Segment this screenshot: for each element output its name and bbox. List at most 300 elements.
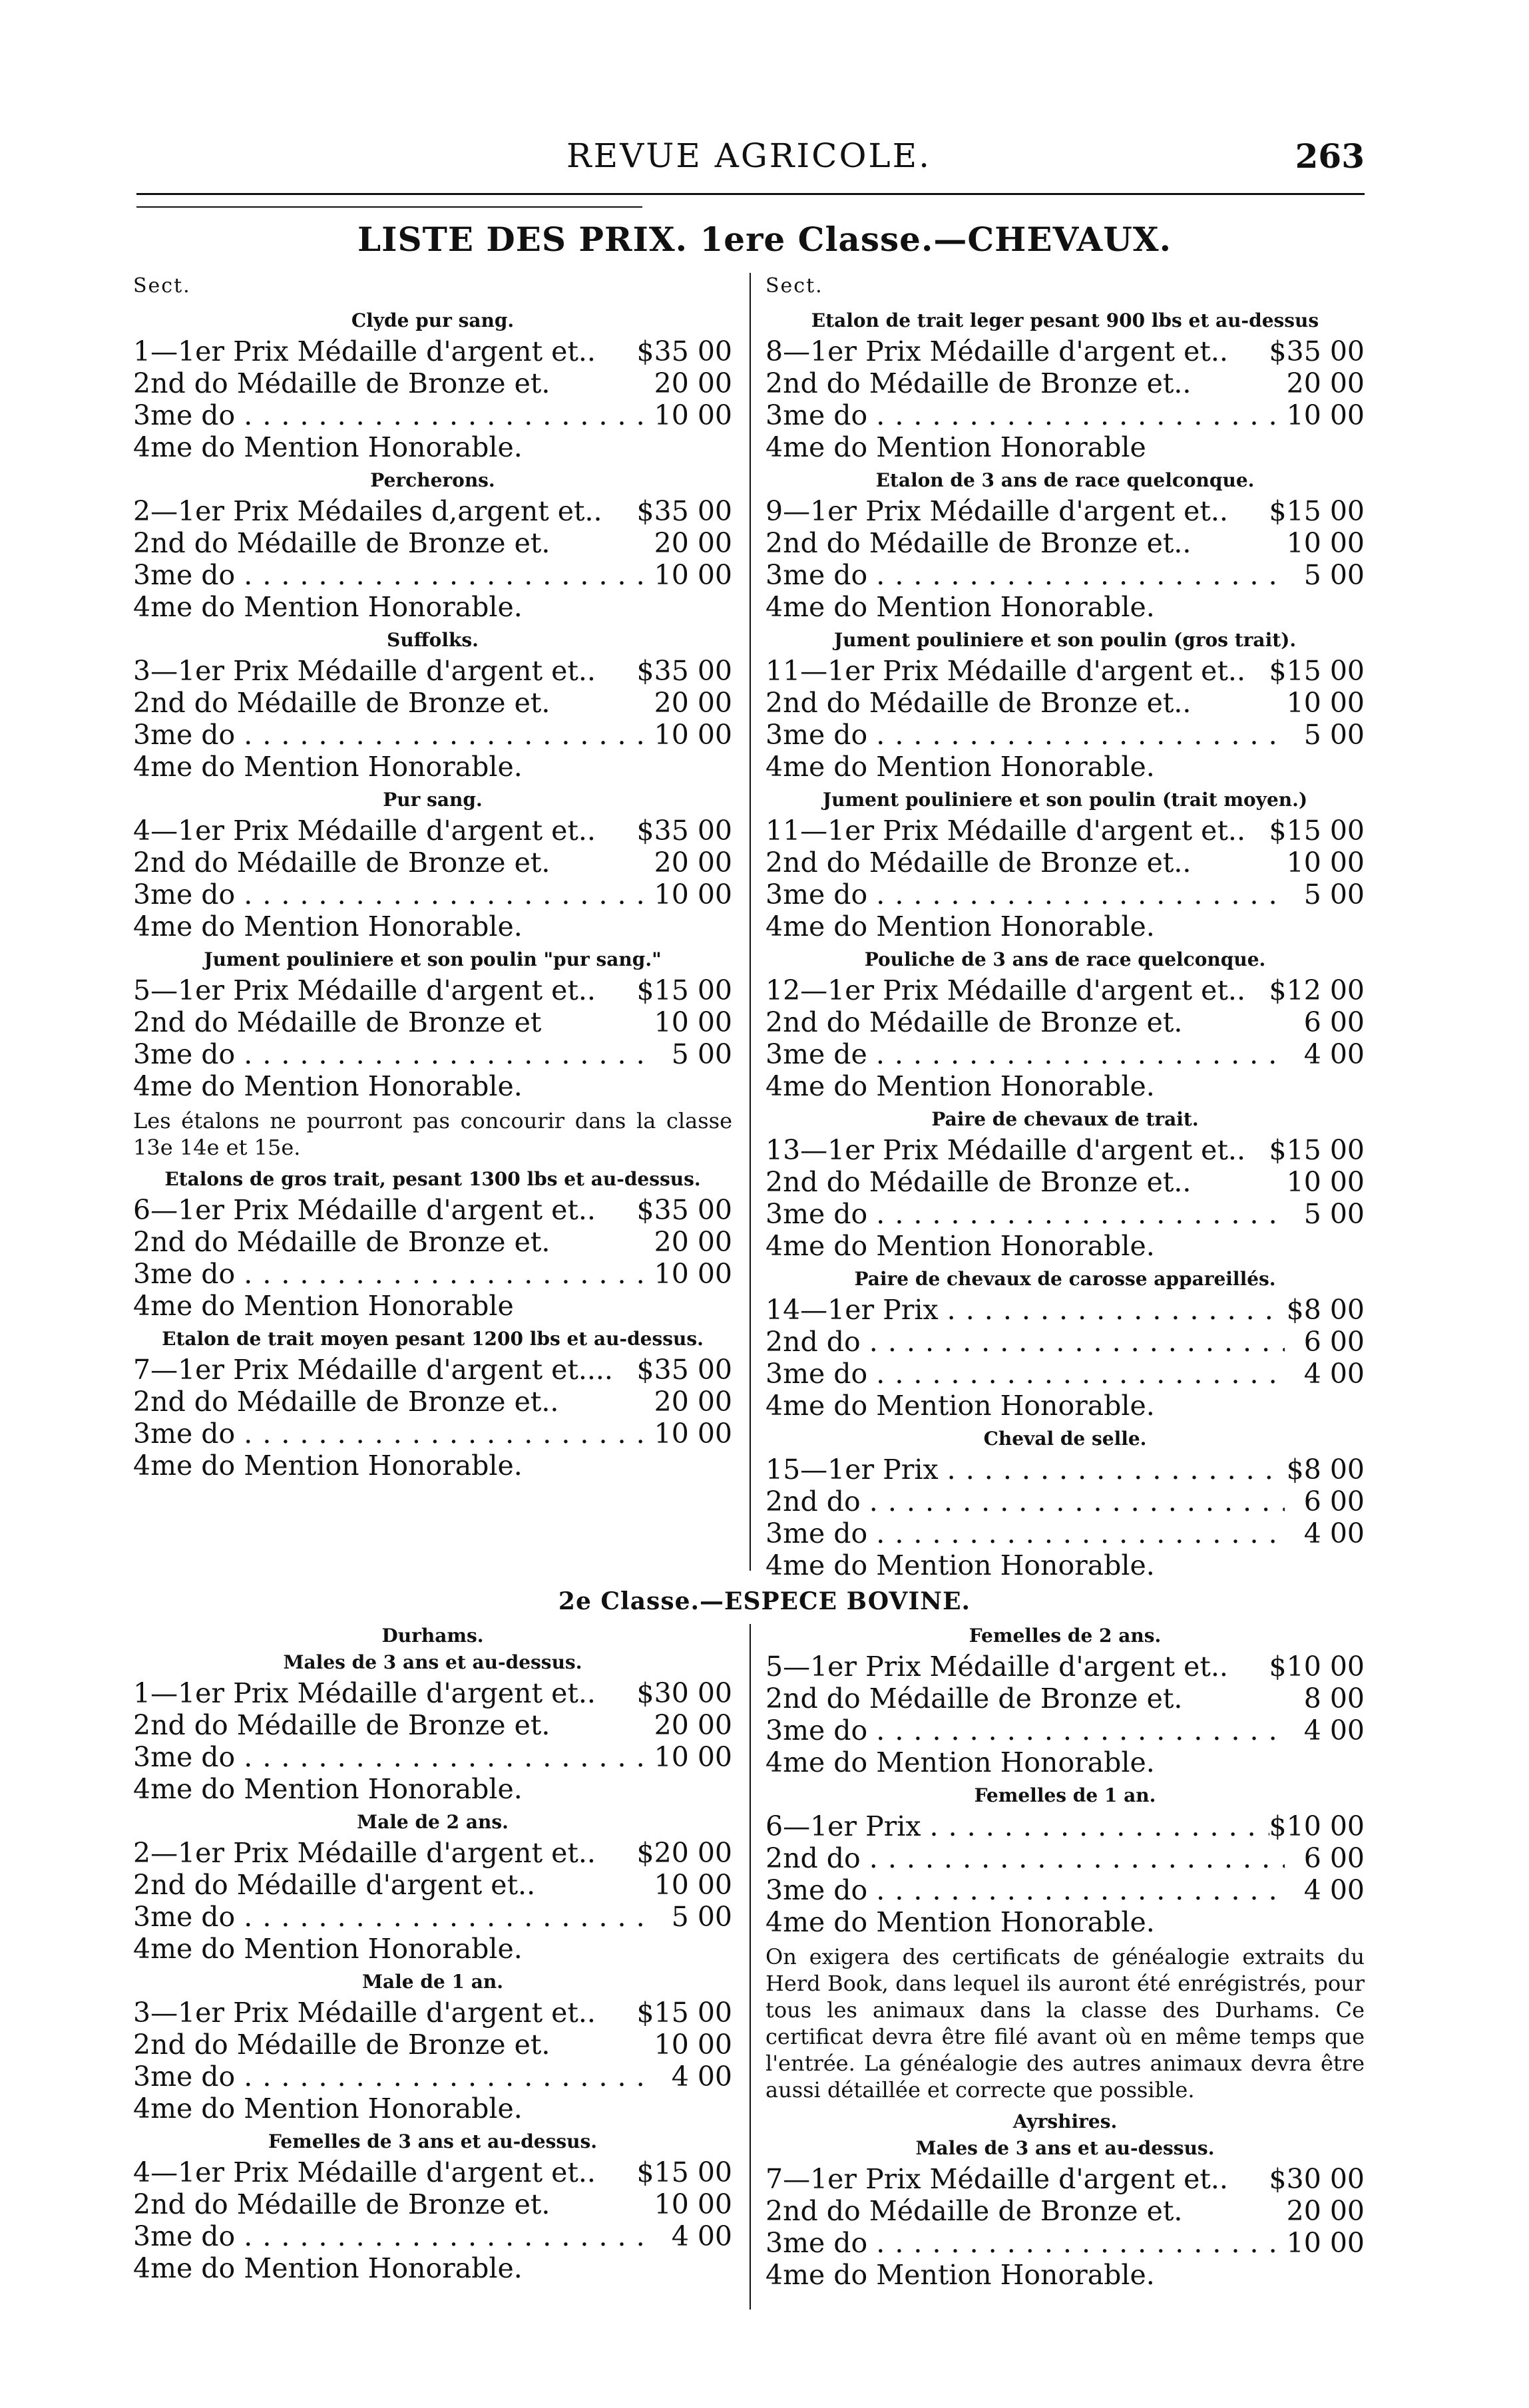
spacer bbox=[867, 431, 876, 463]
prize-rank: 4me do bbox=[133, 751, 236, 783]
spacer bbox=[867, 1390, 876, 1422]
prize-rank: 3—1er Prix bbox=[133, 655, 289, 687]
prize-rank: 4me do bbox=[133, 2093, 236, 2124]
prize-amount: $35 00 bbox=[636, 495, 732, 527]
spacer bbox=[861, 1326, 869, 1358]
header-rule bbox=[136, 193, 1365, 195]
prize-amount: 6 00 bbox=[1303, 1486, 1365, 1517]
prize-amount: 5 00 bbox=[1303, 879, 1365, 910]
prize-row bbox=[765, 719, 1365, 751]
prize-rank: 3me do bbox=[133, 1418, 236, 1450]
spacer bbox=[289, 655, 298, 687]
prize-description bbox=[244, 879, 652, 910]
prize-amount: 10 00 bbox=[654, 1741, 732, 1773]
spacer bbox=[867, 1358, 876, 1390]
prize-amount: $35 00 bbox=[636, 1354, 732, 1386]
spacer bbox=[867, 2259, 876, 2291]
category-heading: Pur sang. bbox=[383, 789, 483, 811]
prize-row bbox=[133, 2220, 732, 2252]
prize-row bbox=[133, 2061, 732, 2093]
prize-section bbox=[765, 469, 1365, 623]
prize-row bbox=[765, 879, 1365, 910]
page-number: 263 bbox=[1295, 136, 1365, 176]
prize-description bbox=[876, 719, 1285, 751]
prize-rank: 3me do bbox=[133, 2220, 236, 2252]
prize-amount: $15 00 bbox=[1269, 655, 1365, 687]
prize-amount: 10 00 bbox=[654, 1418, 732, 1450]
prize-section bbox=[133, 1167, 732, 1322]
prize-row bbox=[133, 719, 732, 751]
prize-row bbox=[133, 1773, 732, 1805]
category-heading: Paire de chevaux de trait. bbox=[931, 1108, 1199, 1130]
prize-description bbox=[244, 2220, 652, 2252]
spacer bbox=[289, 2156, 298, 2188]
prize-rank: 2nd do bbox=[765, 847, 861, 879]
prize-rank: 4me do bbox=[765, 1070, 868, 1102]
prize-row bbox=[133, 1070, 732, 1102]
spacer bbox=[235, 2093, 244, 2124]
prize-row bbox=[765, 1230, 1365, 1262]
prize-description: Médaille d'argent et.. bbox=[929, 2163, 1228, 2195]
prize-amount: $30 00 bbox=[1269, 2163, 1365, 2195]
spacer bbox=[235, 431, 244, 463]
class2-left-column bbox=[133, 1624, 732, 2290]
prize-rank: 3me do bbox=[765, 879, 868, 910]
spacer bbox=[289, 1677, 298, 1709]
prize-description bbox=[876, 399, 1285, 431]
spacer bbox=[867, 1874, 876, 1906]
prize-description: Mention Honorable. bbox=[244, 591, 523, 623]
prize-row bbox=[133, 1038, 732, 1070]
prize-row bbox=[765, 1326, 1365, 1358]
prize-section bbox=[133, 788, 732, 942]
spacer bbox=[228, 527, 237, 559]
spacer bbox=[235, 591, 244, 623]
prize-rank: 2nd do bbox=[133, 1709, 228, 1741]
prize-rank: 3me do bbox=[133, 1038, 236, 1070]
category-heading: Femelles de 2 ans. bbox=[969, 1625, 1162, 1647]
prize-row bbox=[133, 527, 732, 559]
prize-row bbox=[765, 1006, 1365, 1038]
spacer bbox=[235, 751, 244, 783]
prize-amount: 6 00 bbox=[1303, 1006, 1365, 1038]
prize-description: Médaille d'argent et.. bbox=[929, 335, 1228, 367]
prize-rank: 2nd do bbox=[765, 367, 861, 399]
prize-row bbox=[765, 655, 1365, 687]
spacer bbox=[235, 2220, 244, 2252]
prize-amount: 20 00 bbox=[654, 367, 732, 399]
prize-row bbox=[765, 1746, 1365, 1778]
prize-row bbox=[765, 1714, 1365, 1746]
prize-row bbox=[133, 559, 732, 591]
category-heading: Cheval de selle. bbox=[983, 1428, 1147, 1450]
spacer bbox=[235, 2061, 244, 2093]
prize-amount: 4 00 bbox=[671, 2220, 732, 2252]
spacer bbox=[867, 1906, 876, 1938]
prize-row bbox=[765, 431, 1365, 463]
spacer bbox=[861, 1166, 869, 1198]
spacer bbox=[235, 1901, 244, 1933]
prize-rank: 3me do bbox=[133, 2061, 236, 2093]
prize-description: Mention Honorable. bbox=[244, 910, 523, 942]
prize-row bbox=[133, 974, 732, 1006]
prize-rank: 4—1er Prix bbox=[133, 815, 289, 847]
spacer bbox=[289, 815, 298, 847]
prize-rank: 9—1er Prix bbox=[765, 495, 921, 527]
spacer bbox=[289, 1997, 298, 2029]
prize-row bbox=[765, 1198, 1365, 1230]
prize-row bbox=[765, 335, 1365, 367]
spacer bbox=[921, 335, 930, 367]
prize-description: Médaille de Bronze et.. bbox=[236, 1386, 559, 1418]
spacer bbox=[289, 1837, 298, 1869]
prize-description bbox=[947, 1454, 1285, 1486]
prize-rank: 7—1er Prix bbox=[765, 2163, 921, 2195]
prize-amount: $35 00 bbox=[1269, 335, 1365, 367]
prize-description: Médaille de Bronze et. bbox=[236, 1709, 550, 1741]
prize-rank: 3me do bbox=[765, 1198, 868, 1230]
prize-rank: 3me do bbox=[133, 1258, 236, 1290]
spacer bbox=[867, 1038, 876, 1070]
prize-rank: 3me do bbox=[133, 1741, 236, 1773]
prize-rank: 13—1er Prix bbox=[765, 1134, 939, 1166]
prize-description: Mention Honorable. bbox=[244, 2252, 523, 2284]
prize-description: Mention Honorable bbox=[876, 431, 1146, 463]
spacer bbox=[867, 1230, 876, 1262]
prize-amount: 10 00 bbox=[654, 879, 732, 910]
prize-section bbox=[765, 948, 1365, 1102]
prize-amount: $15 00 bbox=[636, 2156, 732, 2188]
prize-description bbox=[930, 1810, 1269, 1842]
prize-rank: 15—1er Prix bbox=[765, 1454, 939, 1486]
prize-description bbox=[876, 1517, 1285, 1549]
header-short-rule bbox=[136, 206, 642, 208]
prize-rank: 2nd do bbox=[765, 1842, 861, 1874]
prize-description bbox=[876, 879, 1285, 910]
prize-rank: 2nd do bbox=[133, 1226, 228, 1258]
prize-description bbox=[876, 559, 1285, 591]
spacer bbox=[861, 1006, 869, 1038]
prize-rank: 6—1er Prix bbox=[765, 1810, 921, 1842]
prize-rank: 4me do bbox=[765, 1746, 868, 1778]
prize-rank: 2nd do bbox=[765, 2195, 861, 2227]
prize-row bbox=[765, 2227, 1365, 2259]
spacer bbox=[861, 2195, 869, 2227]
prize-row bbox=[133, 1418, 732, 1450]
prize-row bbox=[765, 1166, 1365, 1198]
prize-section bbox=[133, 469, 732, 623]
prize-description: Mention Honorable. bbox=[244, 1450, 523, 1482]
prize-row bbox=[133, 1709, 732, 1741]
prize-rank: 4me do bbox=[133, 910, 236, 942]
prize-description: Mention Honorable. bbox=[876, 1549, 1155, 1581]
spacer bbox=[861, 367, 869, 399]
prize-amount: 10 00 bbox=[654, 2029, 732, 2061]
prize-row bbox=[133, 1258, 732, 1290]
spacer bbox=[228, 1386, 237, 1418]
prize-rank: 2nd do bbox=[133, 2029, 228, 2061]
spacer bbox=[921, 2163, 930, 2195]
spacer bbox=[861, 1683, 869, 1714]
spacer bbox=[228, 1869, 237, 1901]
prize-rank: 12—1er Prix bbox=[765, 974, 939, 1006]
prize-row bbox=[133, 1194, 732, 1226]
prize-amount: 10 00 bbox=[1286, 527, 1365, 559]
column-rule-class2 bbox=[750, 1624, 751, 2309]
prize-rank: 3me do bbox=[765, 1358, 868, 1390]
spacer bbox=[867, 559, 876, 591]
prize-description: Médaille de Bronze et.. bbox=[869, 367, 1192, 399]
prize-section bbox=[133, 2130, 732, 2284]
prize-row bbox=[133, 1006, 732, 1038]
prize-description bbox=[869, 1842, 1285, 1874]
class1-right-column bbox=[765, 273, 1365, 1587]
prize-amount: 5 00 bbox=[1303, 1198, 1365, 1230]
prize-description bbox=[244, 1418, 652, 1450]
prize-row bbox=[133, 751, 732, 783]
prize-description: Médaille de Bronze et. bbox=[869, 1006, 1183, 1038]
category-heading: Etalon de trait leger pesant 900 lbs et au-dessus bbox=[811, 309, 1319, 331]
prize-amount: 20 00 bbox=[654, 687, 732, 719]
prize-rank: 4me do bbox=[765, 1549, 868, 1581]
spacer bbox=[228, 687, 237, 719]
prize-description: Médaille de Bronze et.. bbox=[869, 687, 1192, 719]
prize-row bbox=[133, 1837, 732, 1869]
prize-row bbox=[133, 1741, 732, 1773]
prize-rank: 2nd do bbox=[765, 1683, 861, 1714]
category-heading: Jument pouliniere et son poulin "pur sang." bbox=[204, 948, 662, 970]
spacer bbox=[235, 1070, 244, 1102]
prize-section bbox=[765, 1784, 1365, 2103]
prize-description bbox=[244, 1258, 652, 1290]
spacer bbox=[867, 1714, 876, 1746]
spacer bbox=[228, 2029, 237, 2061]
prize-amount: 20 00 bbox=[654, 1709, 732, 1741]
prize-row bbox=[765, 1683, 1365, 1714]
prize-description: Médaille d'argent et.. bbox=[297, 2156, 596, 2188]
prize-row bbox=[133, 815, 732, 847]
prize-rank: 3me do bbox=[765, 1517, 868, 1549]
prize-row bbox=[765, 495, 1365, 527]
prize-description: Mention Honorable. bbox=[876, 1230, 1155, 1262]
class2-right-column bbox=[765, 1624, 1365, 2296]
prize-row bbox=[765, 1486, 1365, 1517]
prize-rank: 4me do bbox=[765, 1390, 868, 1422]
prize-description: Mention Honorable. bbox=[244, 1933, 523, 1965]
prize-description bbox=[869, 1326, 1285, 1358]
spacer bbox=[867, 1549, 876, 1581]
prize-amount: 10 00 bbox=[1286, 399, 1365, 431]
prize-amount: 10 00 bbox=[654, 2188, 732, 2220]
prize-row bbox=[133, 1997, 732, 2029]
prize-amount: 4 00 bbox=[1303, 1714, 1365, 1746]
prize-description: Médaille d'argent et.. bbox=[297, 335, 596, 367]
prize-description bbox=[876, 2227, 1285, 2259]
prize-amount: 10 00 bbox=[654, 1258, 732, 1290]
prize-description: Médaille de Bronze et bbox=[236, 1006, 542, 1038]
prize-row bbox=[765, 1038, 1365, 1070]
class2-title: 2e Classe.—ESPECE BOVINE. bbox=[558, 1587, 971, 1615]
prize-amount: $20 00 bbox=[636, 1837, 732, 1869]
prize-description bbox=[244, 719, 652, 751]
prize-rank: 4me do bbox=[133, 1773, 236, 1805]
prize-amount: 10 00 bbox=[1286, 847, 1365, 879]
prize-amount: 10 00 bbox=[1286, 1166, 1365, 1198]
prize-rank: 5—1er Prix bbox=[133, 974, 289, 1006]
spacer bbox=[235, 1450, 244, 1482]
prize-description bbox=[876, 1714, 1285, 1746]
prize-description: Médaille de Bronze et. bbox=[236, 527, 550, 559]
prize-row bbox=[765, 1810, 1365, 1842]
prize-description: Médaille de Bronze et. bbox=[236, 1226, 550, 1258]
prize-rank: 4me do bbox=[133, 1290, 236, 1322]
prize-amount: 20 00 bbox=[654, 527, 732, 559]
spacer bbox=[867, 879, 876, 910]
prize-description bbox=[876, 1038, 1285, 1070]
prize-description: Mention Honorable. bbox=[244, 1070, 523, 1102]
prize-row bbox=[765, 1454, 1365, 1486]
prize-row bbox=[765, 847, 1365, 879]
category-heading: Etalon de 3 ans de race quelconque. bbox=[875, 469, 1255, 491]
spacer bbox=[228, 1709, 237, 1741]
prize-row bbox=[133, 335, 732, 367]
spacer bbox=[867, 751, 876, 783]
prize-row bbox=[133, 1290, 732, 1322]
prize-row bbox=[133, 847, 732, 879]
prize-section bbox=[765, 1267, 1365, 1422]
prize-row bbox=[133, 1226, 732, 1258]
prize-amount: $10 00 bbox=[1269, 1810, 1365, 1842]
prize-rank: 3me de bbox=[765, 1038, 867, 1070]
class2-left-sections bbox=[133, 1624, 732, 2284]
prize-amount: 10 00 bbox=[654, 1006, 732, 1038]
category-heading: Percherons. bbox=[370, 469, 495, 491]
prize-description: Médaille d'argent et.... bbox=[297, 1354, 613, 1386]
prize-amount: 5 00 bbox=[1303, 559, 1365, 591]
spacer bbox=[939, 1134, 947, 1166]
prize-row bbox=[133, 399, 732, 431]
prize-amount: 6 00 bbox=[1303, 1842, 1365, 1874]
prize-amount: 20 00 bbox=[654, 847, 732, 879]
sect-label: Sect. bbox=[765, 274, 823, 298]
prize-description: Mention Honorable. bbox=[244, 431, 523, 463]
prize-rank: 4—1er Prix bbox=[133, 2156, 289, 2188]
prize-rank: 3me do bbox=[765, 399, 868, 431]
category-heading: Male de 1 an. bbox=[362, 1971, 503, 1993]
prize-rank: 4me do bbox=[765, 1906, 868, 1938]
prize-description: Mention Honorable. bbox=[244, 751, 523, 783]
prize-description bbox=[869, 1486, 1285, 1517]
prize-section bbox=[765, 309, 1365, 463]
prize-row bbox=[133, 2252, 732, 2284]
prize-description: Médaille d'argent et.. bbox=[947, 655, 1245, 687]
spacer bbox=[867, 1746, 876, 1778]
prize-amount: 20 00 bbox=[654, 1226, 732, 1258]
prize-rank: 2—1er Prix bbox=[133, 1837, 289, 1869]
prize-amount: 4 00 bbox=[1303, 1038, 1365, 1070]
prize-description bbox=[244, 559, 652, 591]
prize-rank: 3—1er Prix bbox=[133, 1997, 289, 2029]
prize-description bbox=[876, 1198, 1285, 1230]
prize-description: Mention Honorable. bbox=[876, 2259, 1155, 2291]
spacer bbox=[228, 2188, 237, 2220]
prize-amount: $15 00 bbox=[1269, 815, 1365, 847]
category-heading: Pouliche de 3 ans de race quelconque. bbox=[864, 948, 1266, 970]
prize-description: Médaille d'argent et.. bbox=[947, 815, 1245, 847]
prize-rank: 11—1er Prix bbox=[765, 815, 939, 847]
prize-description: Mention Honorable. bbox=[876, 591, 1155, 623]
prize-row bbox=[765, 910, 1365, 942]
prize-row bbox=[765, 815, 1365, 847]
prize-row bbox=[133, 687, 732, 719]
prize-rank: 3me do bbox=[765, 1874, 868, 1906]
prize-rank: 4me do bbox=[133, 1070, 236, 1102]
prize-row bbox=[765, 687, 1365, 719]
prize-amount: 20 00 bbox=[1286, 367, 1365, 399]
spacer bbox=[939, 1294, 947, 1326]
prize-row bbox=[133, 367, 732, 399]
spacer bbox=[867, 591, 876, 623]
prize-row bbox=[765, 751, 1365, 783]
category-subheading: Males de 3 ans et au-dessus. bbox=[915, 2137, 1215, 2159]
prize-rank: 3me do bbox=[765, 2227, 868, 2259]
spacer bbox=[939, 1454, 947, 1486]
prize-description: Médaille de Bronze et. bbox=[869, 1683, 1183, 1714]
prize-rank: 14—1er Prix bbox=[765, 1294, 939, 1326]
prize-rank: 8—1er Prix bbox=[765, 335, 921, 367]
spacer bbox=[235, 1933, 244, 1965]
prize-rank: 7—1er Prix bbox=[133, 1354, 289, 1386]
prize-description: Médaille de Bronze et. bbox=[236, 367, 550, 399]
prize-section bbox=[765, 788, 1365, 942]
prize-row bbox=[765, 1549, 1365, 1581]
prize-row bbox=[765, 527, 1365, 559]
prize-section bbox=[765, 1427, 1365, 1581]
prize-rank: 2—1er Prix bbox=[133, 495, 289, 527]
category-heading: Durhams. bbox=[381, 1625, 484, 1647]
prize-rank: 2nd do bbox=[133, 1006, 228, 1038]
category-heading: Femelles de 3 ans et au-dessus. bbox=[268, 2130, 597, 2152]
category-heading: Jument pouliniere et son poulin (trait moyen.) bbox=[822, 789, 1308, 811]
prize-amount: 10 00 bbox=[654, 559, 732, 591]
prize-description: Médaille d'argent et.. bbox=[947, 1134, 1245, 1166]
prize-rank: 2nd do bbox=[133, 1869, 228, 1901]
prize-row bbox=[133, 1450, 732, 1482]
prize-row bbox=[765, 2259, 1365, 2291]
prize-description: Médaille de Bronze et.. bbox=[869, 1166, 1192, 1198]
prize-rank: 1—1er Prix bbox=[133, 1677, 289, 1709]
prize-rank: 3me do bbox=[133, 879, 236, 910]
prize-rank: 2nd do bbox=[765, 687, 861, 719]
prize-rank: 3me do bbox=[133, 719, 236, 751]
spacer bbox=[861, 687, 869, 719]
prize-rank: 2nd do bbox=[133, 687, 228, 719]
spacer bbox=[235, 1290, 244, 1322]
prize-description: Médaille d'argent et.. bbox=[297, 1837, 596, 1869]
prize-row bbox=[765, 2195, 1365, 2227]
prize-rank: 4me do bbox=[765, 1230, 868, 1262]
spacer bbox=[921, 495, 930, 527]
spacer bbox=[921, 1651, 930, 1683]
prize-rank: 2nd do bbox=[133, 2188, 228, 2220]
prize-row bbox=[765, 974, 1365, 1006]
spacer bbox=[867, 1198, 876, 1230]
prize-description: Mention Honorable. bbox=[244, 2093, 523, 2124]
prize-row bbox=[133, 1933, 732, 1965]
prize-row bbox=[133, 1354, 732, 1386]
prize-section bbox=[765, 1107, 1365, 1262]
spacer bbox=[228, 367, 237, 399]
